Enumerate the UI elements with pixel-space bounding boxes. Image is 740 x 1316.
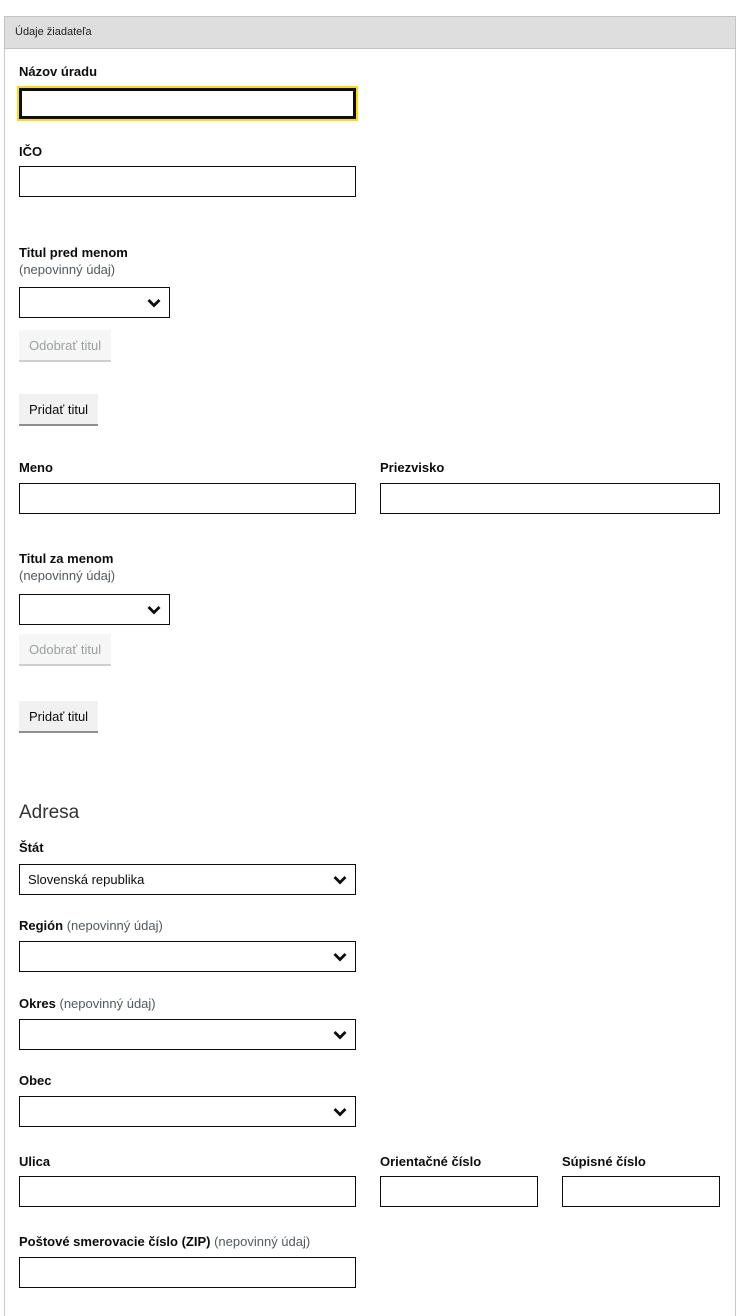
add-title-before-button[interactable]: Pridať titul xyxy=(19,394,98,426)
registry-number-input[interactable] xyxy=(562,1176,720,1207)
panel-header: Údaje žiadateľa xyxy=(4,16,736,49)
title-before-hint: (nepovinný údaj) xyxy=(19,262,116,277)
title-before-select[interactable] xyxy=(19,287,170,318)
orientation-number-input[interactable] xyxy=(380,1176,538,1207)
district-label xyxy=(19,996,156,1011)
zip-label-text: Poštové smerovacie číslo (ZIP) xyxy=(19,1234,211,1249)
last-name-input[interactable] xyxy=(380,483,720,514)
address-heading: Adresa xyxy=(19,802,80,823)
state-select[interactable] xyxy=(19,864,356,895)
municipality-select[interactable] xyxy=(19,1096,356,1127)
municipality-label: Obec xyxy=(19,1073,52,1088)
district-label-text: Okres xyxy=(19,996,56,1011)
ico-input[interactable] xyxy=(19,166,356,197)
chevron-down-icon xyxy=(147,298,161,308)
region-label xyxy=(19,918,163,933)
zip-optional: (nepovinný údaj) xyxy=(214,1234,311,1249)
street-input[interactable] xyxy=(19,1176,356,1207)
remove-title-after-button[interactable]: Odobrať titul xyxy=(19,634,111,666)
remove-title-before-button[interactable]: Odobrať titul xyxy=(19,330,111,362)
district-select[interactable] xyxy=(19,1019,356,1050)
chevron-down-icon xyxy=(333,875,347,885)
office-name-label: Názov úradu xyxy=(19,64,98,79)
first-name-label: Meno xyxy=(19,460,53,475)
first-name-input[interactable] xyxy=(19,483,356,514)
district-optional: (nepovinný údaj) xyxy=(59,996,156,1011)
title-after-select[interactable] xyxy=(19,594,170,625)
zip-label xyxy=(19,1234,310,1249)
chevron-down-icon xyxy=(333,1030,347,1040)
office-name-input[interactable] xyxy=(19,88,356,119)
chevron-down-icon xyxy=(147,605,161,615)
add-title-after-button[interactable]: Pridať titul xyxy=(19,701,98,733)
street-label: Ulica xyxy=(19,1154,51,1169)
title-after-hint: (nepovinný údaj) xyxy=(19,568,116,583)
registry-number-label: Súpisné číslo xyxy=(562,1154,646,1169)
ico-label: IČO xyxy=(19,144,43,159)
zip-input[interactable] xyxy=(19,1257,356,1288)
region-label-text: Región xyxy=(19,918,64,933)
chevron-down-icon xyxy=(333,952,347,962)
title-after-label: Titul za menom xyxy=(19,551,114,566)
region-select[interactable] xyxy=(19,941,356,972)
state-label: Štát xyxy=(19,840,44,855)
last-name-label: Priezvisko xyxy=(380,460,445,475)
chevron-down-icon xyxy=(333,1107,347,1117)
orientation-number-label: Orientačné číslo xyxy=(380,1154,482,1169)
title-before-label: Titul pred menom xyxy=(19,245,128,260)
region-optional: (nepovinný údaj) xyxy=(66,918,163,933)
state-value: Slovenská republika xyxy=(28,872,145,887)
